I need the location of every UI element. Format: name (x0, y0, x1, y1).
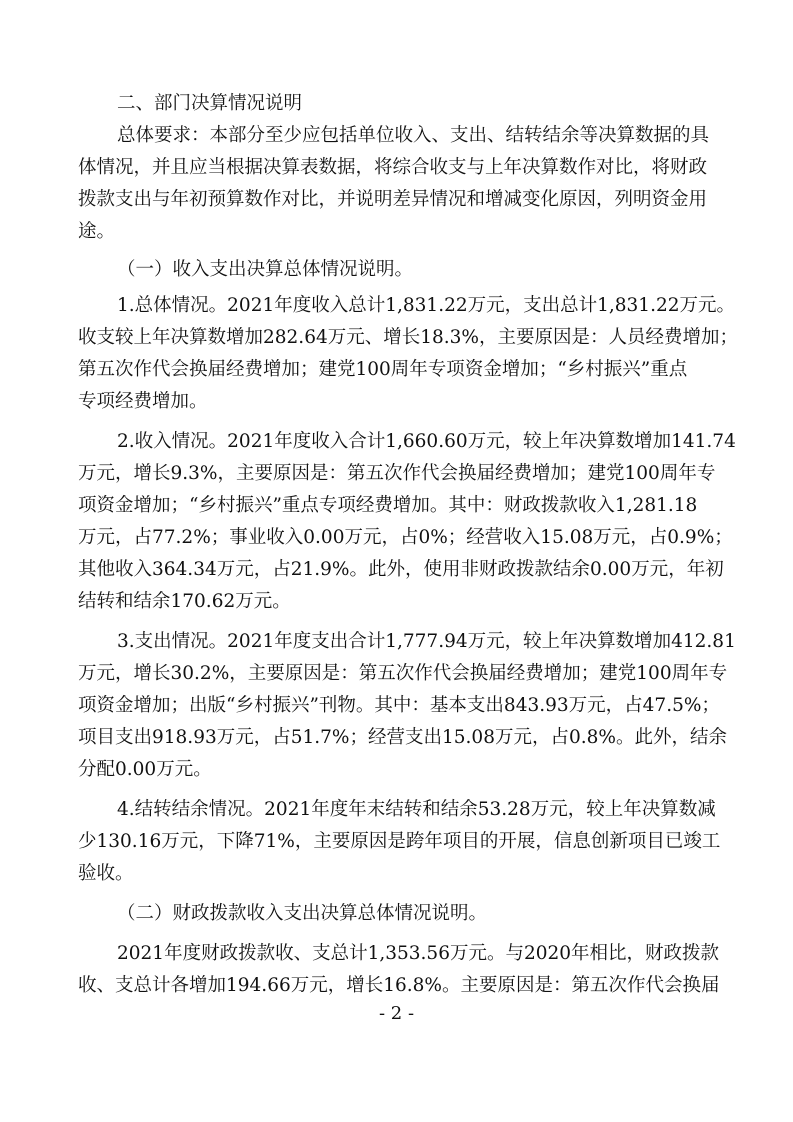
section-heading: 二、部门决算情况说明 (117, 93, 303, 114)
paragraph-line: 收、支总计各增加194.66万元，增长16.8%。主要原因是：第五次作代会换届 (78, 975, 720, 996)
paragraph-line: 万元，占77.2%；事业收入0.00万元，占0%；经营收入15.08万元，占0.9%； (78, 527, 733, 548)
paragraph-line: 3.支出情况。2021年度支出合计1,777.94万元，较上年决算数增加412.81 (117, 631, 736, 652)
paragraph-line: 万元，增长9.3%，主要原因是：第五次作代会换届经费增加；建党100周年专 (78, 463, 716, 484)
paragraph-line: 项资金增加；出版“乡村振兴”刊物。其中：基本支出843.93万元，占47.5%； (78, 695, 720, 716)
requirements-line: 总体要求：本部分至少应包括单位收入、支出、结转结余等决算数据的具 (117, 125, 710, 146)
paragraph-line: 收支较上年决算数增加282.64万元、增长18.3%，主要原因是：人员经费增加； (78, 327, 739, 348)
paragraph-line: 验收。 (78, 863, 134, 884)
page-number: - 2 - (378, 1003, 415, 1024)
paragraph-line: 4.结转结余情况。2021年度年末结转和结余53.28万元，较上年决算数减 (117, 799, 716, 820)
paragraph-line: 第五次作代会换届经费增加；建党100周年专项资金增加；“乡村振兴”重点 (78, 359, 688, 380)
paragraph-line: 项目支出918.93万元，占51.7%；经营支出15.08万元，占0.8%。此外，结余 (78, 727, 727, 748)
subsection-title: （二）财政拨款收入支出决算总体情况说明。 (117, 903, 488, 924)
paragraph-line: 专项经费增加。 (78, 391, 208, 412)
requirements-line: 拨款支出与年初预算数作对比，并说明差异情况和增减变化原因，列明资金用 (78, 189, 708, 210)
subsection-title: （一）收入支出决算总体情况说明。 (117, 259, 414, 280)
paragraph-line: 项资金增加；“乡村振兴”重点专项经费增加。其中：财政拨款收入1,281.18 (78, 495, 698, 516)
paragraph-line: 少130.16万元，下降71%，主要原因是跨年项目的开展，信息创新项目已竣工 (78, 831, 721, 852)
paragraph-line: 1.总体情况。2021年度收入总计1,831.22万元，支出总计1,831.22万元。 (117, 295, 735, 316)
paragraph-line: 其他收入364.34万元，占21.9%。此外，使用非财政拨款结余0.00万元，年初 (78, 559, 724, 580)
requirements-line: 体情况，并且应当根据决算表数据，将综合收支与上年决算数作对比，将财政 (78, 157, 708, 178)
paragraph-line: 2021年度财政拨款收、支总计1,353.56万元。与2020年相比，财政拨款 (117, 943, 720, 964)
paragraph-line: 万元，增长30.2%，主要原因是：第五次作代会换届经费增加；建党100周年专 (78, 663, 728, 684)
paragraph-line: 分配0.00万元。 (78, 759, 212, 780)
paragraph-line: 2.收入情况。2021年度收入合计1,660.60万元，较上年决算数增加141.74 (117, 431, 736, 452)
paragraph-line: 结转和结余170.62万元。 (78, 591, 291, 612)
requirements-line: 途。 (78, 221, 116, 242)
